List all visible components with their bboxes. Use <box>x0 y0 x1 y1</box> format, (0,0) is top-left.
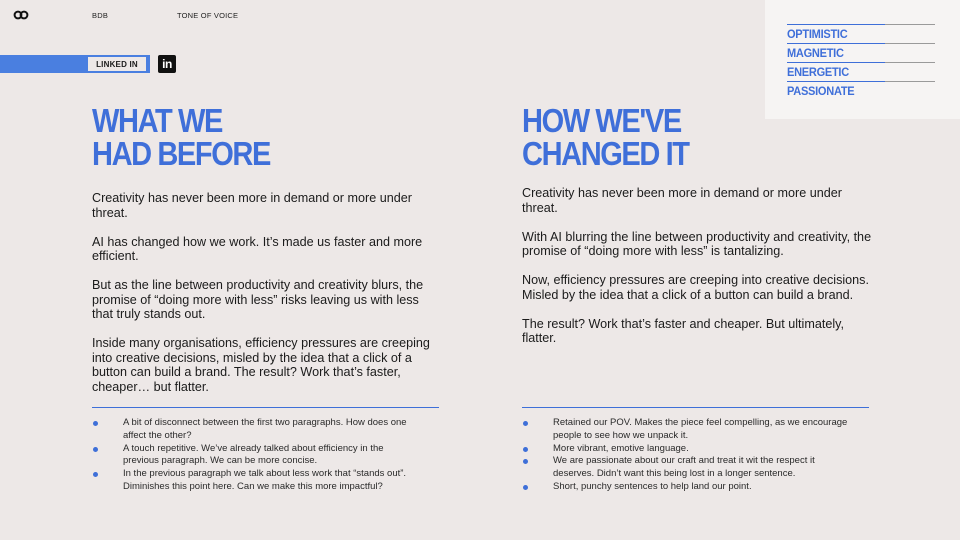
note-text: Retained our POV. Makes the piece feel compelling, as we encourage people to see how we unpack it. <box>553 417 848 441</box>
before-column <box>92 104 442 409</box>
channel-label: LINKED IN <box>88 57 146 71</box>
after-heading-line: CHANGED IT <box>522 135 689 172</box>
before-paragraph: But as the line between productivity and creativity blurs, the promise of “doing more with less” risks leaving us with less that truly stands out. <box>92 278 424 321</box>
note-item <box>92 417 422 443</box>
trait-accent-line <box>787 43 885 44</box>
after-heading-line: HOW WE'VE <box>522 102 681 139</box>
trait-accent-line <box>787 62 885 63</box>
trait-accent-line <box>787 81 885 82</box>
note-text: A bit of disconnect between the first two paragraphs. How does one affect the other? <box>123 417 407 441</box>
after-divider <box>522 407 869 408</box>
bullet-icon <box>93 421 98 426</box>
before-paragraph: AI has changed how we work. It’s made us faster and more efficient. <box>92 234 423 263</box>
before-paragraph: Inside many organisations, efficiency pressures are creeping into creative decisions, misled by the idea that a click of a button can build a brand. The result? Work that’s faster, cheaper… but flatter. <box>92 336 430 394</box>
after-notes <box>522 417 852 494</box>
trait-item <box>787 81 935 100</box>
trait-label: ENERGETIC <box>787 65 849 79</box>
before-divider <box>92 407 439 408</box>
note-item <box>522 443 852 456</box>
trait-label: OPTIMISTIC <box>787 27 848 41</box>
tone-traits-panel <box>765 0 960 119</box>
before-paragraph: Creativity has never been more in demand or more under threat. <box>92 191 412 220</box>
bullet-icon <box>93 447 98 452</box>
trait-item <box>787 43 935 62</box>
bullet-icon <box>523 421 528 426</box>
trait-label: MAGNETIC <box>787 46 844 60</box>
bullet-icon <box>523 459 528 464</box>
link-loop-icon <box>13 10 29 20</box>
trait-item <box>787 24 935 43</box>
before-heading-line: HAD BEFORE <box>92 135 270 172</box>
before-body <box>92 191 442 394</box>
after-paragraph: Creativity has never been more in demand or more under threat. <box>522 186 842 215</box>
note-text: We are passionate about our craft and treat it wit the respect it deserves. Didn’t want this being lost in a longer sentence. <box>553 455 815 480</box>
note-item <box>522 455 852 481</box>
linkedin-icon: in <box>158 55 176 73</box>
before-heading-line: WHAT WE <box>92 102 222 139</box>
note-item <box>522 481 852 494</box>
note-text: Short, punchy sentences to help land our point. <box>553 480 752 492</box>
after-body <box>522 186 872 346</box>
trait-item <box>787 62 935 81</box>
note-text: A touch repetitive. We’ve already talked about efficiency in the previous paragraph. We can be more concise. <box>123 442 384 467</box>
section-label: TONE OF VOICE <box>177 11 239 20</box>
note-item <box>92 468 422 494</box>
after-paragraph: The result? Work that’s faster and cheaper. But ultimately, flatter. <box>522 316 845 345</box>
before-heading <box>92 104 400 170</box>
note-item <box>522 417 852 443</box>
after-column <box>522 104 872 360</box>
note-text: In the previous paragraph we talk about less work that “stands out”. Diminishes this point here. Can we make this more impactful? <box>123 468 407 492</box>
note-text: More vibrant, emotive language. <box>553 442 689 454</box>
after-paragraph: Now, efficiency pressures are creeping into creative decisions. Misled by the idea that a click of a button can build a brand. <box>522 273 869 302</box>
note-item <box>92 443 422 469</box>
bullet-icon <box>523 447 528 452</box>
before-notes <box>92 417 422 494</box>
trait-accent-line <box>787 24 885 25</box>
after-heading <box>522 104 830 170</box>
after-paragraph: With AI blurring the line between productivity and creativity, the promise of “doing more with less” is tantalizing. <box>522 229 872 258</box>
trait-label: PASSIONATE <box>787 84 855 98</box>
brand-label: BDB <box>92 11 109 20</box>
bullet-icon <box>93 472 98 477</box>
bullet-icon <box>523 485 528 490</box>
